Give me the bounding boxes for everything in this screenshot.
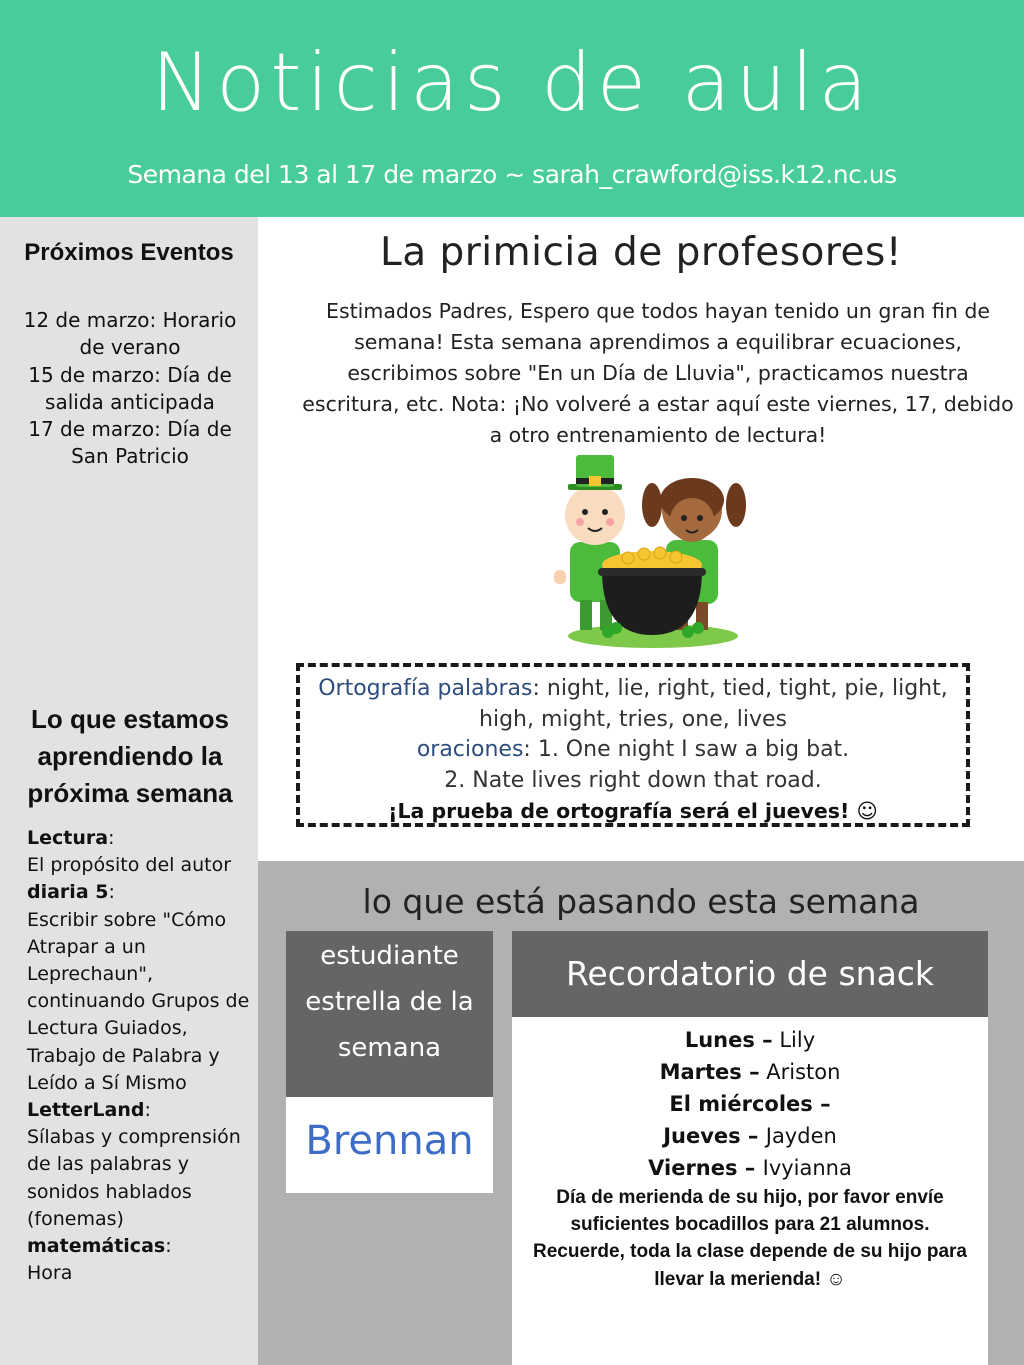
sentence-1: : 1. One night I saw a big bat. [523,737,850,762]
star-student-name: Brennan [305,1118,474,1164]
newsletter-subtitle: Semana del 13 al 17 de marzo ~ sarah_crawford@iss.k12.nc.us [127,160,897,189]
learning-title: Lo que estamos aprendiendo la próxima semana [27,704,233,808]
event-item: 17 de marzo: Día de San Patricio [28,417,232,469]
learning-text: Escribir sobre "Cómo Atrapar a un Leprechaun", continuando Grupos de Lectura Guiados, Trabajo de Palabra y Leído a Sí Mismo [27,908,250,1094]
learning-item-reading: Lectura: [27,827,115,849]
events-title: Próximos Eventos [24,239,234,266]
snack-day: Martes – [659,1060,760,1084]
spelling-words-line [300,674,966,735]
snack-reminder-card [512,931,988,1365]
snack-day: Jueves – [663,1124,766,1148]
spelling-words: : night, lie, right, tied, tight, pie, light, high, might, tries, one, lives [479,676,948,732]
snack-day-row [512,1088,988,1120]
sidebar [0,217,258,1365]
star-student-title: estudiante estrella de la semana [286,931,493,1097]
events-list [20,307,240,471]
snack-day: Lunes – [684,1028,773,1052]
sentences-label: oraciones [416,737,524,762]
event-item: 12 de marzo: Horario de verano [23,308,237,360]
spelling-box [296,663,970,827]
event-item: 15 de marzo: Día de salida anticipada [28,362,232,414]
snack-day-row [512,1120,988,1152]
learning-text: Hora [27,1262,73,1285]
st-patricks-illustration [548,450,758,650]
learning-label: Lectura [27,827,109,849]
learning-label: diaria 5 [27,881,109,904]
snack-day-row [512,1056,988,1088]
learning-text: Sílabas y comprensión de las palabras y sonidos hablados (fonemas) [27,1126,241,1230]
learning-text: El propósito del autor [27,854,232,877]
snack-schedule [512,1017,988,1184]
spelling-label: Ortografía palabras [318,676,533,701]
intro-paragraph: Estimados Padres, Espero que todos hayan tenido un gran fin de semana! Esta semana aprendimos a equilibrar ecuaciones, escribimos sobre "En un Día de Lluvia", practicamos nuestra escritura, etc. Nota: ¡No volveré a estar aquí este viernes, 17, debido a otro entrenamiento de lectura! [302,299,1014,447]
snack-name: Jayden [765,1124,837,1148]
snack-name: Ariston [759,1060,841,1084]
learning-label: matemáticas [27,1235,166,1258]
snack-note: Día de merienda de su hijo, por favor envíe suficientes bocadillos para 21 alumnos. Recuerde, toda la clase depende de su hijo para llevar la merienda! ☺ [533,1187,967,1290]
sentence-line [300,735,966,766]
sentence-2: 2. Nate lives right down that road. [444,767,822,793]
learning-item-math: matemáticas: [27,1235,172,1258]
snack-day-row [512,1152,988,1184]
snack-day-row [512,1024,988,1056]
learning-label: LetterLand [27,1099,145,1122]
newsletter-header [0,0,1024,217]
newsletter-title: Noticias de aula [151,36,873,129]
snack-day: El miércoles – [669,1092,831,1116]
snack-name: Lily [772,1028,816,1052]
spelling-test-note: ¡La prueba de ortografía será el jueves! ☺ [388,799,878,823]
learning-list [27,825,252,1287]
snack-name: Ivyianna [762,1156,852,1180]
learning-item-letterland: LetterLand: [27,1099,151,1122]
learning-item-daily5: diaria 5: [27,881,115,904]
teacher-scoop-title: La primicia de profesores! [379,230,903,275]
star-student-card [286,931,493,1193]
snack-reminder-title: Recordatorio de snack [512,931,988,1017]
snack-day: Viernes – [648,1156,763,1180]
this-week-title: lo que está pasando esta semana [362,882,920,921]
this-week-section [258,861,1024,1365]
